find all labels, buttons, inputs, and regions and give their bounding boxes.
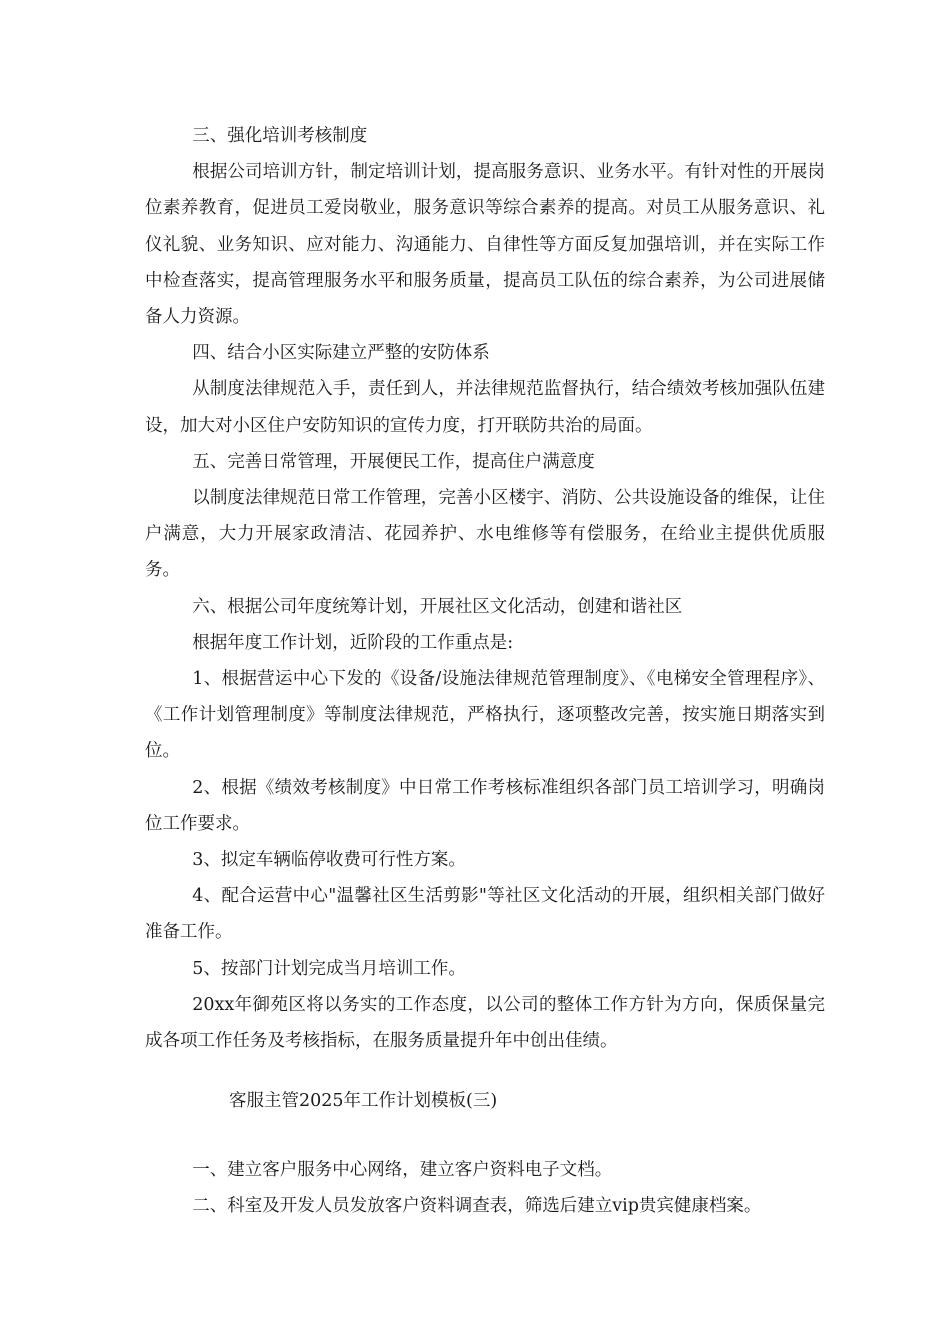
- list-item: 2、根据《绩效考核制度》中日常工作考核标准组织各部门员工培训学习，明确岗位工作要求。: [145, 777, 825, 834]
- list-item: 5、按部门计划完成当月培训工作。: [192, 958, 466, 979]
- list-item: 二、科室及开发人员发放客户资料调查表，筛选后建立vip贵宾健康档案。: [192, 1196, 762, 1217]
- list-item: 4、配合运营中心"温馨社区生活剪影"等社区文化活动的开展，组织相关部门做好准备工作。: [145, 886, 825, 943]
- paragraph-focus-intro: 根据年度工作计划，近阶段的工作重点是:: [192, 632, 514, 653]
- document-title: 客服主管2025年工作计划模板(三): [229, 1091, 498, 1111]
- paragraph-management: 以制度法律规范日常工作管理，完善小区楼宇、消防、公共设施设备的维保，让住户满意，大力开展家政清洁、花园养护、水电维修等有偿服务，在给业主提供优质服务。: [145, 488, 825, 581]
- plan-list: [145, 1152, 835, 1224]
- section-heading-security: 四、结合小区实际建立严整的安防体系: [192, 343, 490, 364]
- section-heading-management: 五、完善日常管理，开展便民工作，提高住户满意度: [192, 451, 595, 472]
- section-heading-training: 三、强化培训考核制度: [192, 126, 368, 146]
- list-item: 1、根据营运中心下发的《设备/设施法律规范管理制度》、《电梯安全管理程序》、《工作计划管理制度》等制度法律规范，严格执行，逐项整改完善，按实施日期落实到位。: [145, 669, 825, 762]
- paragraph-training: 根据公司培训方针，制定培训计划，提高服务意识、业务水平。有针对性的开展岗位素养教育，促进员工爱岗敬业，服务意识等综合素养的提高。对员工从服务意识、礼仪礼貌、业务知识、应对能力、沟通能力、自律性等方面反复加强培训，并在实际工作中检查落实，提高管理服务水平和服务质量，提高员工队伍的综合素养，为公司进展储备人力资源。: [145, 162, 825, 328]
- paragraph-conclusion: 20xx年御苑区将以务实的工作态度，以公司的整体工作方针为方向，保质保量完成各项工作任务及考核指标，在服务质量提升年中创出佳绩。: [145, 994, 825, 1052]
- document-body: [145, 118, 825, 1059]
- section-heading-community: 六、根据公司年度统筹计划，开展社区文化活动，创建和谐社区: [192, 596, 683, 617]
- list-item: 一、建立客户服务中心网络，建立客户资料电子文档。: [192, 1160, 613, 1180]
- list-item: 3、拟定车辆临停收费可行性方案。: [192, 850, 466, 871]
- paragraph-security: 从制度法律规范入手，责任到人，并法律规范监督执行，结合绩效考核加强队伍建设，加大对小区住户安防知识的宣传力度，打开联防共治的局面。: [145, 379, 825, 436]
